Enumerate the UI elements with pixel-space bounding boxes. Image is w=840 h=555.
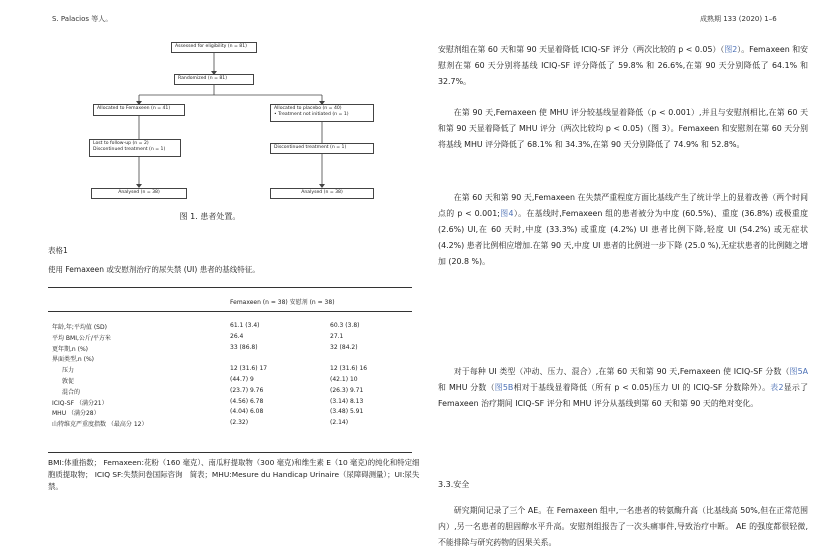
running-header-left: S. Palacios 等人。 bbox=[52, 15, 113, 23]
figure-2-link[interactable]: 图2 bbox=[724, 45, 738, 54]
table-row-label: 山特维克严重度指数 （最高分 12） bbox=[52, 421, 148, 429]
safety-paragraph: 研究期间记录了三个 AE。在 Femaxeen 组中,一名患者的转氨酶升高（比基线高 50%,但在正常范围内）,另一名患者的胆固醇水平升高。安慰剂组报告了一次头痛事件,导致治疗中断。 AE 的强度都很轻微,不能排除与研究药物的因果关系。 bbox=[438, 506, 808, 547]
table-row bbox=[52, 376, 408, 386]
table-row bbox=[52, 322, 408, 332]
table-row-label: 压力 bbox=[62, 367, 75, 375]
figure-caption: 图 1. 患者处置。 bbox=[179, 212, 241, 221]
femaxeen-allocation-box: Allocated to Femaxeen (n = 41) bbox=[93, 104, 185, 116]
table-row-label: 混合的 bbox=[62, 388, 81, 396]
table-cell-placebo: (3.48) 5.91 bbox=[330, 408, 364, 416]
table-cell-femaxeen: 33 (86.8) bbox=[230, 343, 258, 351]
table-cell-placebo: 12 (31.6) 16 bbox=[330, 365, 368, 373]
table-cell-femaxeen: (4.56) 6.78 bbox=[230, 397, 264, 405]
table-cell-placebo: (42.1) 10 bbox=[330, 376, 358, 383]
table-row-label: 敦促 bbox=[62, 378, 75, 385]
femaxeen-analysed-box: Analysed (n = 38) bbox=[91, 188, 187, 199]
table-cell-femaxeen: (44.7) 9 bbox=[230, 376, 254, 383]
table-row-label: 平均 BMI,公斤/平方米 bbox=[52, 334, 111, 342]
results-paragraph-2: 在第 90 天,Femaxeen 使 MHU 评分较基线显着降低（p < 0.001）,并且与安慰剂相比,在第 60 天和第 90 天显着降低了 MHU 评分（两次比较均 p < 0.05)（图 3）。Femaxeen 和安慰剂在第 60 天分别将基线 MHU 评分降低了 68.1% 和 34.3%,在第 90 天分别降低了 74.9% 和 52.8%。 bbox=[438, 108, 808, 149]
femaxeen-followup-box bbox=[89, 139, 181, 157]
results-paragraph-4-text-d: 显示了 Femaxeen 治疗期间 ICIQ-SF 评分和 MHU 评分从基线到第 60 天和第 90 天的绝对变化。 bbox=[438, 383, 808, 408]
table-cell-placebo: 27.1 bbox=[330, 332, 344, 340]
table-cell-placebo: (26.3) 9.71 bbox=[330, 386, 364, 394]
table-row bbox=[52, 387, 408, 397]
lost-to-followup-label: Lost to follow-up (n = 2) bbox=[93, 141, 149, 146]
results-paragraph-3 bbox=[438, 190, 808, 270]
table-row-label: 更年期,n (%) bbox=[52, 345, 89, 353]
table-top-rule bbox=[48, 287, 412, 288]
table-row bbox=[52, 419, 408, 429]
placebo-allocation-box bbox=[270, 104, 374, 122]
section-heading-safety: 3.3.安全 bbox=[438, 480, 470, 489]
results-paragraph-1-text-b: ）。Femaxeen 和安慰剂在第 60 天分别将基线 ICIQ-SF 评分降低了 59.8% 和 26.6%,在第 90 天分别降低了 64.1% 和 32.7%。 bbox=[438, 45, 808, 86]
figure-4-link[interactable]: 图4 bbox=[499, 209, 514, 218]
table-row-label: ICIQ-SF （满分21） bbox=[52, 399, 108, 407]
table-row-label: 年龄,年;平均值 (SD) bbox=[52, 324, 107, 331]
table-cell-placebo: (3.14) 8.13 bbox=[330, 397, 364, 405]
assessed-box: Assessed for eligibility (n = 81) bbox=[171, 42, 257, 53]
table-cell-femaxeen: 12 (31.6) 17 bbox=[230, 365, 268, 373]
figure-5a-link[interactable]: 图5A bbox=[789, 367, 809, 376]
table-row bbox=[52, 365, 408, 375]
results-paragraph-1 bbox=[438, 42, 808, 90]
table-row bbox=[52, 354, 408, 364]
table-cell-placebo: (2.14) bbox=[330, 419, 349, 427]
table-cell-femaxeen: (4.04) 6.08 bbox=[230, 408, 264, 416]
table-header-rule bbox=[48, 311, 412, 312]
table-cell-femaxeen: (2.32) bbox=[230, 419, 249, 427]
results-paragraph-4-text-b: 和 MHU 分数（ bbox=[438, 383, 495, 392]
table-row-label: 界面类型,n (%) bbox=[52, 356, 95, 364]
table-column-header: Femaxeen (n = 38) 安慰剂 (n = 38) bbox=[230, 299, 335, 306]
results-paragraph-1-text-a: 安慰剂组在第 60 天和第 90 天显着降低 ICIQ-SF 评分（两次比较的 p < 0.05）（ bbox=[438, 45, 725, 54]
placebo-allocation-label: Allocated to placebo (n = 40) bbox=[274, 106, 342, 111]
table-cell-femaxeen: 61.1 (3.4) bbox=[230, 322, 260, 329]
randomized-box: Randomized (n = 81) bbox=[174, 74, 254, 85]
table-cell-placebo: 32 (84.2) bbox=[330, 343, 358, 351]
table-row-label: MHU （满分28） bbox=[52, 410, 100, 418]
table-row bbox=[52, 333, 408, 343]
table-2-link[interactable]: 表2 bbox=[770, 383, 784, 392]
table-bottom-rule bbox=[48, 452, 412, 453]
table-row bbox=[52, 344, 408, 354]
running-header-right: 成熟期 133 (2020) 1–6 bbox=[700, 15, 777, 23]
results-paragraph-3-text-b: ）。在基线时,Femaxeen 组的患者被分为中度 (60.5%)、重度 (36.8%) 或极重度 (2.6%) UI,在 60 天时,中度 (33.3%) 或重度 (4.2%) UI 患者比例下降,轻度 UI (54.2%) 或无症状 (4.2%) 患者比例相应增加.在第 90 天,中度 UI 患者的比例进一步下降 (25.0 %),无症状患者的比例随之增加 (20.8 %)。 bbox=[438, 209, 808, 266]
table-footnote: BMI:体重指数； Femaxeen:花粉（160 毫克）、南瓜籽提取物（300 毫克)和维生素 E（10 毫克)的纯化和特定细胞质提取物； ICIQ SF:失禁问卷国际咨询 简表；MHU:Mesure du Handicap Urinaire（尿障碍测量）；UI:尿失禁。 bbox=[48, 458, 420, 491]
table-row bbox=[52, 398, 408, 408]
results-paragraph-4-text-a: 对于每种 UI 类型（冲动、压力、混合）,在第 60 天和第 90 天,Femaxeen 使 ICIQ-SF 分数（ bbox=[453, 367, 790, 376]
femaxeen-discontinued-label: Discontinued treatment (n = 1) bbox=[93, 147, 166, 152]
table-label: 表格1 bbox=[48, 246, 68, 255]
results-paragraph-4-text-c: 相对于基线显着降低（所有 p < 0.05)压力 UI 的 ICIQ-SF 分数除外）。 bbox=[513, 383, 771, 392]
table-caption: 使用 Femaxeen 或安慰剂治疗的尿失禁 (UI) 患者的基线特征。 bbox=[48, 265, 260, 274]
results-paragraph-3-text-a: 在第 60 天和第 90 天,Femaxeen 在失禁严重程度方面比基线产生了统计学上的显着改善（两个时间点的 p < 0.001; bbox=[438, 193, 808, 218]
figure-5b-link[interactable]: 图5B bbox=[494, 383, 514, 392]
table-row bbox=[52, 408, 408, 418]
placebo-not-initiated-label: • Treatment not initiated (n = 1) bbox=[274, 112, 349, 117]
placebo-discontinued-box: Discontinued treatment (n = 1) bbox=[270, 143, 374, 154]
table-cell-femaxeen: 26.4 bbox=[230, 332, 244, 340]
table-cell-femaxeen: (23.7) 9.76 bbox=[230, 386, 264, 394]
results-paragraph-4 bbox=[438, 364, 808, 412]
placebo-analysed-box: Analysed (n = 38) bbox=[270, 188, 374, 199]
table-cell-placebo: 60.3 (3.8) bbox=[330, 322, 360, 329]
